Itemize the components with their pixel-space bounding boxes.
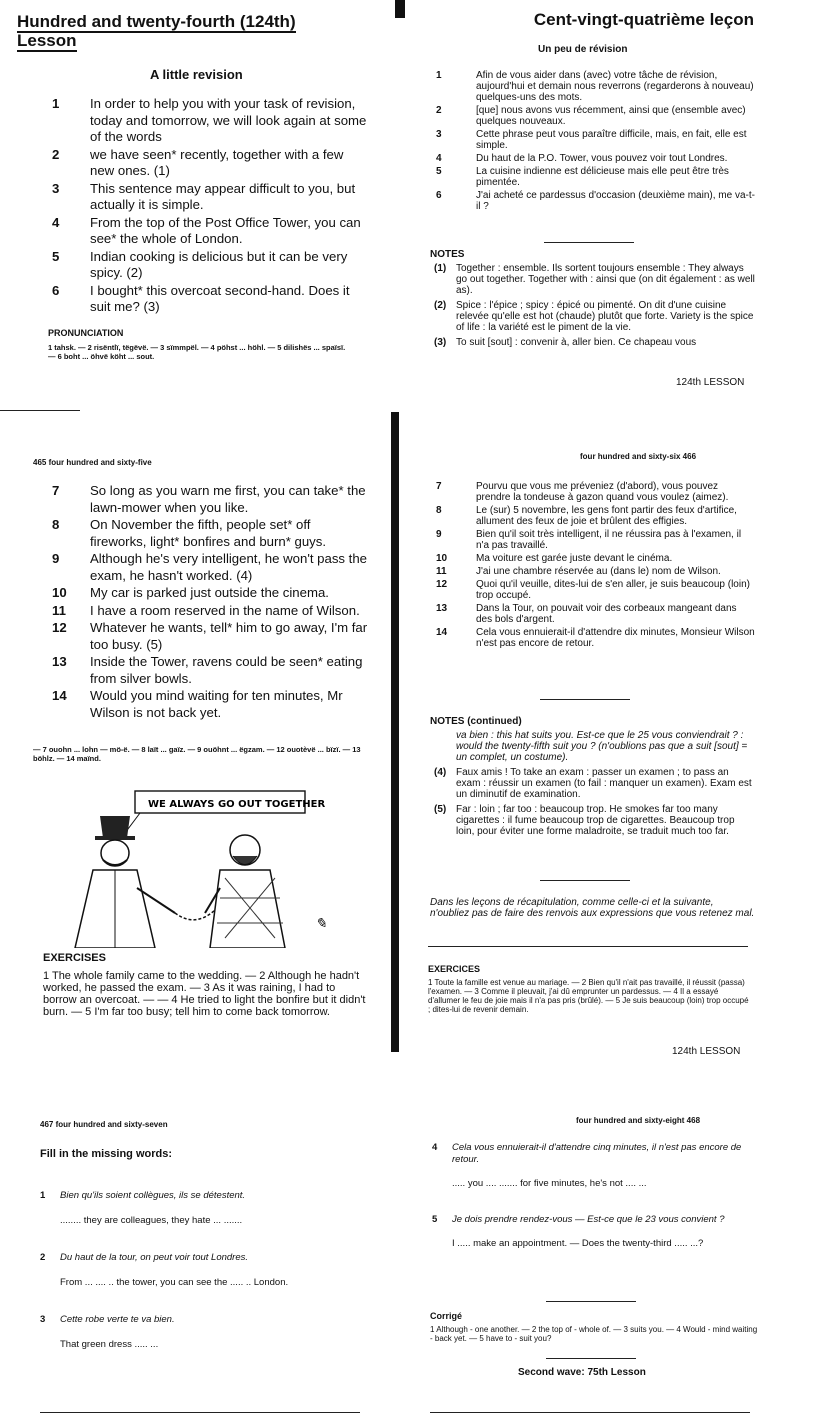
item-number: 5: [52, 248, 60, 264]
item-number: 14: [52, 688, 67, 703]
item-number: 2: [52, 146, 60, 162]
fill-in-exercises: [40, 1188, 370, 1374]
sentence-row: [40, 249, 370, 282]
item-number: 13: [436, 603, 448, 614]
item-text: On November the fifth, people set* off fireworks, light* bonfires and burn* guys.: [90, 517, 327, 549]
sentence-row: [430, 153, 755, 164]
item-text: La cuisine indienne est délicieuse mais elle peut être très pimentée.: [476, 166, 729, 188]
question-text: Je dois prendre rendez-vous — Est-ce que le 23 vous convient ?: [452, 1214, 725, 1225]
item-number: 9: [436, 529, 442, 540]
sentence-row: [40, 585, 370, 602]
question-text: Bien qu'ils soient collègues, ils se détestent.: [60, 1190, 246, 1201]
answer-blank: ........ they are colleagues, they hate ... .......: [60, 1215, 243, 1226]
item-text: Bien qu'il soit très intelligent, il ne réussira pas à l'examen, il n'a pas travaillé.: [476, 529, 742, 551]
item-text: This sentence may appear difficult to you, but actually it is simple.: [90, 180, 356, 212]
sentence-row: [40, 483, 370, 516]
note-item: [430, 767, 755, 800]
item-number: (1): [434, 263, 447, 274]
item-number: 8: [436, 505, 442, 516]
question-text: Cela vous ennuierait-il d'attendre cinq minutes, il n'est pas encore de retour.: [452, 1142, 742, 1165]
exercises-text: 1 Toute la famille est venue au mariage. — 2 Bien qu'il n'ait pas travaillé, il réussit (passa) l'examen. — 3 Comme il pleuvait, j'ai dû emprunter un pardessus. — 4 Il a essayé d'allumer le feu de joie mais il n'a pas pris (brûlé). — 5 Je suis beaucoup (loin) trop occupé ; dites-lui de revenir demain.: [428, 978, 749, 1014]
second-wave-note: Second wave: 75th Lesson: [518, 1367, 646, 1378]
answer-blank: ..... you .... ....... for five minutes, he's not .... ...: [452, 1178, 647, 1189]
sentence-row: [40, 517, 370, 550]
fill-in-heading: Fill in the missing words:: [40, 1148, 173, 1160]
sentence-row: [40, 283, 370, 316]
item-text: Indian cooking is delicious but it can be very spicy. (2): [90, 248, 348, 280]
exercises-en: [43, 952, 368, 1018]
exercises-heading: EXERCISES: [43, 952, 106, 964]
item-text: My car is parked just outside the cinema.: [90, 585, 329, 600]
item-number: 14: [436, 627, 448, 638]
item-text: Cela vous ennuierait-il d'attendre dix minutes, Monsieur Wilson n'est pas encore de retour.: [476, 627, 755, 649]
lesson-footer: 124th LESSON: [672, 1046, 741, 1057]
answer-key-heading: Corrigé: [430, 1311, 463, 1321]
item-number: 8: [52, 517, 60, 532]
fill-item: [432, 1214, 757, 1252]
sentence-row: [40, 181, 370, 214]
notes-section: [430, 249, 755, 352]
item-text: Du haut de la P.O. Tower, vous pouvez voir tout Londres.: [476, 153, 728, 164]
note-item: [430, 804, 755, 837]
item-text: I bought* this overcoat second-hand. Does it suit me? (3): [90, 282, 350, 314]
item-text: Ma voiture est garée juste devant le cinéma.: [476, 553, 673, 564]
item-text: [que] nous avons vus récemment, ainsi que (ensemble avec) quelques nouveaux.: [476, 105, 746, 127]
page-bottom-rule: [40, 1412, 360, 1413]
item-number: 7: [52, 483, 60, 498]
item-text: Faux amis ! To take an exam : passer un examen ; to pass an exam : réussir un examen (to fail : manquer un examen). Exam est un diminutif de examination.: [456, 767, 752, 800]
answer-key: [430, 1312, 760, 1343]
sentence-row: [40, 654, 370, 687]
cartoon-illustration: [45, 778, 375, 948]
question-text: Cette robe verte te va bien.: [60, 1314, 175, 1325]
item-text: Together : ensemble. Ils sortent toujours ensemble : They always go out together. Together with : ainsi que (on dit également : as well as).: [456, 263, 755, 296]
fill-item: [40, 1312, 370, 1352]
svg-text:✎: ✎: [315, 916, 327, 932]
item-text: Inside the Tower, ravens could be seen* eating from silver bowls.: [90, 654, 363, 686]
section-rule: [540, 880, 630, 881]
exercises-text: 1 The whole family came to the wedding. — 2 Although he hadn't worked, he passed the exam. — 3 As it was raining, I had to borrow an overcoat. — — 4 He tried to light the bonfire but it didn't burn. — 5 I'm far too busy; tell him to come back tomorrow.: [43, 970, 366, 1018]
item-text: Afin de vous aider dans (avec) votre tâche de révision, aujourd'hui et demain nous reverrons (regarderons à nouveau) quelques-uns des mots.: [476, 70, 754, 103]
binding-gutter: [391, 412, 399, 1052]
item-text: To suit [sout] : convenir à, aller bien. Ce chapeau vous: [456, 337, 697, 348]
exercises-heading: EXERCICES: [428, 964, 481, 974]
item-text: So long as you warn me first, you can take* the lawn-mower when you like.: [90, 483, 366, 515]
english-sentences: [40, 483, 370, 722]
note-item: [430, 300, 755, 333]
answer-blank: From ... .... .. the tower, you can see the ..... .. London.: [60, 1277, 289, 1288]
lesson-footer: 124th LESSON: [676, 377, 745, 388]
fill-item: [40, 1188, 370, 1228]
sentence-row: [430, 190, 755, 212]
answer-blank: I ..... make an appointment. — Does the twenty-third ..... ...?: [452, 1238, 704, 1249]
sentence-row: [40, 215, 370, 248]
item-number: 5: [432, 1214, 438, 1225]
section-rule: [546, 1301, 636, 1302]
fill-question: [40, 1188, 370, 1203]
item-text: I have a room reserved in the name of Wilson.: [90, 602, 360, 618]
item-number: 4: [436, 153, 442, 164]
item-number: 1: [40, 1190, 46, 1201]
page-header: four hundred and sixty-six 466: [580, 452, 697, 461]
lesson-subtitle-fr: Un peu de révision: [538, 44, 628, 55]
page-divider: [0, 410, 80, 411]
sentence-row: [430, 579, 755, 601]
sentence-row: [430, 105, 755, 127]
item-text: From the top of the Post Office Tower, you can see* the whole of London.: [90, 214, 361, 246]
notes-continuation: va bien : this hat suits you. Est-ce que le 25 vous conviendrait ? : would the twenty-fifth suit you ? (n'oublions pas que a suit [sout] = un complet, un costume).: [456, 730, 748, 763]
item-number: 9: [52, 551, 60, 566]
section-rule: [546, 1358, 636, 1359]
sentence-row: [430, 553, 755, 564]
sentence-row: [430, 529, 755, 551]
item-text: J'ai une chambre réservée au (dans le) nom de Wilson.: [476, 566, 721, 577]
sentence-row: [430, 603, 755, 625]
page-header: 465 four hundred and sixty-five: [33, 458, 152, 467]
item-number: (5): [434, 804, 447, 815]
item-text: Far : loin ; far too : beaucoup trop. He smokes far too many cigarettes : il fume beaucoup trop de cigarettes. Beaucoup trop loin, pour éviter une forme maladroite, se traduit much too far.: [456, 804, 735, 837]
item-text: In order to help you with your task of revision, today and tomorrow, we will look again at some of the words: [90, 96, 367, 144]
fill-in-exercises: [432, 1142, 757, 1274]
note-item: [430, 263, 755, 296]
french-sentences: [430, 481, 755, 651]
section-rule: [540, 699, 630, 700]
sentence-row: [40, 96, 370, 146]
sentence-row: [40, 688, 370, 721]
sentence-row: [430, 129, 755, 151]
sentence-row: [430, 627, 755, 649]
item-text: J'ai acheté ce pardessus d'occasion (deuxième main), me va-t-il ?: [476, 190, 755, 212]
notes-heading: NOTES (continued): [430, 716, 522, 727]
note-item: [430, 337, 755, 348]
sentence-row: [40, 603, 370, 620]
item-number: 1: [52, 96, 60, 111]
item-number: (4): [434, 767, 447, 778]
fill-question: [432, 1214, 757, 1226]
item-number: 7: [436, 481, 442, 492]
item-text: Although he's very intelligent, he won't pass the exam, he hasn't worked. (4): [90, 551, 368, 583]
item-number: 12: [436, 579, 448, 590]
item-number: 3: [436, 129, 442, 140]
exercises-fr: [428, 965, 750, 1014]
item-text: Would you mind waiting for ten minutes, Mr Wilson is not back yet.: [90, 688, 343, 720]
item-number: (3): [434, 337, 447, 348]
item-number: 4: [432, 1142, 438, 1153]
sentence-row: [40, 620, 370, 653]
fill-question: [40, 1312, 370, 1327]
item-number: 13: [52, 654, 67, 669]
section-rule: [544, 242, 634, 243]
fill-question: [432, 1142, 757, 1166]
notes-heading: NOTES: [430, 249, 465, 260]
item-number: 1: [436, 70, 442, 81]
page-en-top: [0, 0, 395, 412]
english-sentences: [40, 96, 370, 317]
pronunciation-heading: PRONUNCIATION: [48, 328, 124, 338]
item-text: Le (sur) 5 novembre, les gens font partir des feux d'artifice, allument des feux de joie et brûlent des effigies.: [476, 505, 737, 527]
pronunciation-text: — 7 ouohn ... lohn — mö-ë. — 8 laït ... gaïz. — 9 ouöhnt ... ëgzam. — 12 ouotèvë ... bïzï. — 13 böhlz. — 14 maïnd.: [33, 745, 361, 763]
fill-item: [432, 1142, 757, 1192]
french-sentences: [430, 70, 755, 214]
item-number: 11: [52, 602, 66, 618]
item-number: 2: [436, 105, 442, 116]
item-number: 6: [436, 190, 442, 201]
sentence-row: [430, 481, 755, 503]
cartoon-caption: WE ALWAYS GO OUT TOGETHER: [148, 799, 326, 810]
item-number: 11: [436, 566, 447, 577]
binding-gutter: [395, 0, 405, 18]
sentence-row: [430, 70, 755, 103]
section-rule: [428, 946, 748, 947]
lesson-title-en: Hundred and twenty-fourth (124th) Lesson: [17, 12, 296, 50]
item-text: Pourvu que vous me préveniez (d'abord), vous pouvez prendre la tondeuse à gazon quand vous voulez (aimez).: [476, 481, 729, 503]
item-number: 4: [52, 214, 60, 230]
lesson-title-fr: Cent-vingt-quatrième leçon: [533, 10, 754, 29]
fill-item: [40, 1250, 370, 1290]
item-number: (2): [434, 300, 447, 311]
item-text: Dans la Tour, on pouvait voir des corbeaux mangeant dans des bols d'argent.: [476, 603, 737, 625]
page-header: four hundred and sixty-eight 468: [576, 1116, 701, 1125]
item-number: 5: [436, 166, 442, 177]
advice-text: Dans les leçons de récapitulation, comme celle-ci et la suivante, n'oubliez pas de faire des renvois aux expressions que vous retenez mal.: [430, 897, 755, 919]
item-number: 3: [40, 1314, 46, 1325]
lesson-subtitle-en: A little revision: [150, 67, 243, 82]
pronunciation-text: 1 tahsk. — 2 risëntlï, tëgëvë. — 3 sïmmpël. — 4 pöhst ... höhl. — 5 dilishës ... spaïsï. — 6 boht ... öhvë köht ... sout.: [48, 343, 346, 361]
sentence-row: [40, 551, 370, 584]
answer-blank: That green dress ..... ...: [60, 1339, 159, 1350]
item-text: Spice : l'épice ; spicy : épicé ou pimenté. On dit d'une cuisine relevée qu'elle est hot (chaude) plutôt que forte. Variety is the spice of life : la variété est le piment de la vie.: [456, 300, 754, 333]
item-number: 10: [52, 585, 67, 600]
sentence-row: [430, 166, 755, 188]
item-number: 10: [436, 553, 448, 564]
item-text: we have seen* recently, together with a few new ones. (1): [90, 146, 344, 178]
item-number: 6: [52, 282, 60, 298]
item-text: Quoi qu'il veuille, dites-lui de s'en aller, je suis beaucoup (loin) trop occupé.: [476, 579, 750, 601]
fill-question: [40, 1250, 370, 1265]
item-number: 3: [52, 180, 60, 196]
sentence-row: [40, 147, 370, 180]
page-bottom-rule: [430, 1412, 750, 1413]
page-header: 467 four hundred and sixty-seven: [40, 1120, 168, 1129]
question-text: Du haut de la tour, on peut voir tout Londres.: [60, 1252, 249, 1263]
notes-section: [430, 716, 755, 841]
sentence-row: [430, 566, 755, 577]
item-text: Cette phrase peut vous paraître difficile, mais, en fait, elle est simple.: [476, 129, 747, 151]
sentence-row: [430, 505, 755, 527]
answer-key-text: 1 Although - one another. — 2 the top of - whole of. — 3 suits you. — 4 Would - mind waiting - back yet. — 5 have to - suit you?: [430, 1325, 758, 1343]
item-number: 12: [52, 620, 67, 635]
item-number: 2: [40, 1252, 46, 1263]
item-text: Whatever he wants, tell* him to go away, I'm far too busy. (5): [90, 620, 368, 652]
